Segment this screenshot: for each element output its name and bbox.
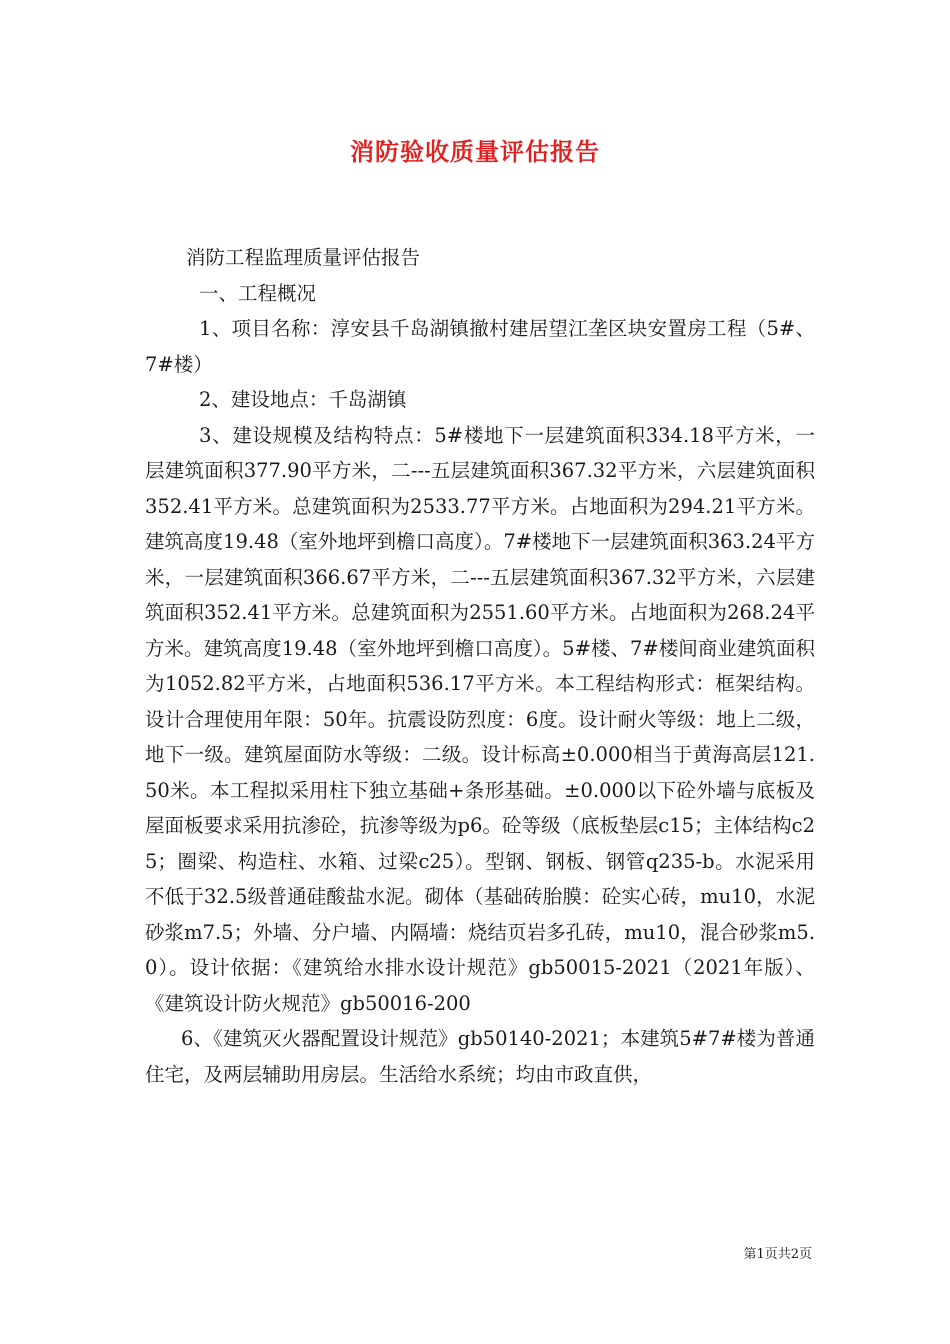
paragraph-scale-structure: 3、建设规模及结构特点：5#楼地下一层建筑面积334.18平方米，一层建筑面积377.90平方米，二---五层建筑面积367.32平方米，六层建筑面积352.41平方米。总建筑面积为2533.77平方米。占地面积为294.21平方米。建筑高度19.48（室外地坪到檐口高度）。7#楼地下一层建筑面积363.24平方米，一层建筑面积366.67平方米，二---五层建筑面积367.32平方米，六层建筑面积352.41平方米。总建筑面积为2551.60平方米。占地面积为268.24平方米。建筑高度19.48（室外地坪到檐口高度）。5#楼、7#楼间商业建筑面积为1052.82平方米，占地面积536.17平方米。本工程结构形式：框架结构。设计合理使用年限：50年。抗震设防烈度：6度。设计耐火等级：地上二级，地下一级。建筑屋面防水等级：二级。设计标高±0.000相当于黄海高层121.50米。本工程拟采用柱下独立基础+条形基础。±0.000以下砼外墙与底板及屋面板要求采用抗渗砼，抗渗等级为p6。砼等级（底板垫层c15；主体结构c25；圈梁、构造柱、水箱、过梁c25）。型钢、钢板、钢管q235-b。水泥采用不低于32.5级普通硅酸盐水泥。砌体（基础砖胎膜：砼实心砖，mu10，水泥砂浆m7.5；外墙、分户墙、内隔墙：烧结页岩多孔砖，mu10，混合砂浆m5.0）。设计依据：《建筑给水排水设计规范》gb50015-2021（2021年版）、《建筑设计防火规范》gb50016-200: [145, 423, 815, 1015]
document-title: 消防验收质量评估报告: [350, 137, 600, 166]
paragraph-fire-extinguisher: 6、《建筑灭火器配置设计规范》gb50140-2021；本建筑5#7#楼为普通住宅，及两层辅助用房层。生活给水系统；均由市政直供，: [145, 1027, 815, 1086]
paragraph-location: 2、建设地点：千岛湖镇: [199, 388, 407, 411]
report-subtitle: 消防工程监理质量评估报告: [186, 246, 421, 269]
document-body: [145, 240, 815, 1092]
paragraph-project-name: 1、项目名称：淳安县千岛湖镇撤村建居望江垄区块安置房工程（5#、7#楼）: [145, 317, 815, 376]
section-heading: 一、工程概况: [199, 281, 317, 305]
page-number: 第1页共2页: [743, 1247, 812, 1262]
